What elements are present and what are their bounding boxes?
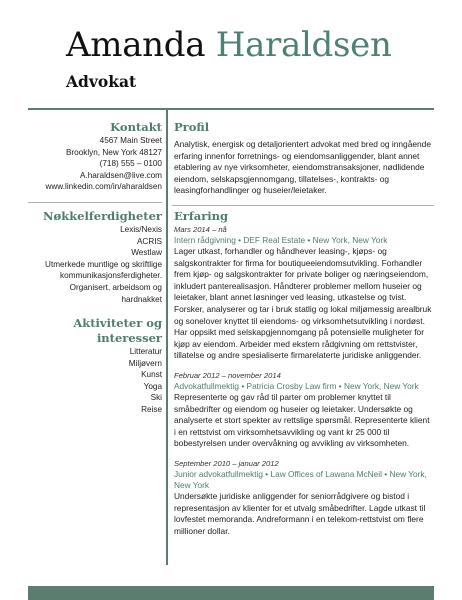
skills-heading: Nøkkelferdigheter: [43, 209, 162, 223]
skill-item: kommunikasjonsferdigheter.: [60, 271, 162, 281]
experience-heading: Erfaring: [174, 209, 229, 223]
skill-item: Lexis/Nexis: [120, 225, 162, 234]
activities-heading-line1: Aktiviteter og: [73, 316, 162, 330]
profile-heading: Profil: [174, 120, 210, 134]
skill-item: Organisert, arbeidsom og: [69, 282, 162, 292]
contact-divider: [28, 202, 162, 203]
activity-item: Kunst: [141, 370, 162, 380]
contact-address: 4567 Main Street: [99, 136, 162, 145]
skill-item: ACRIS: [136, 236, 162, 246]
activities-heading-line2: interesser: [96, 331, 162, 345]
job-entry: [174, 459, 432, 537]
job-date: September 2010 – januar 2012: [174, 458, 279, 468]
first-name: Amanda: [66, 25, 206, 65]
skills-section: [28, 209, 162, 305]
skill-item: Westlaw: [131, 248, 162, 258]
job-date: Mars 2014 – nå: [174, 225, 227, 234]
job-role: Junior advokatfullmektig • Law Offices of Lawana McNeil • New York, New York: [174, 468, 427, 490]
profile-divider: [172, 205, 434, 206]
activity-item: Ski: [150, 393, 162, 403]
contact-phone: (718) 555 – 0100: [99, 159, 162, 169]
top-divider: [28, 108, 434, 110]
job-title: Advokat: [66, 72, 137, 91]
job-entry: [174, 225, 432, 362]
footer-bar: [28, 586, 434, 600]
activity-item: Miljøvern: [128, 358, 162, 368]
job-description: Representerte og gav råd til parter om problemer knyttet til småbedrifter og eiendom og huseier og leietaker. Undersøkte og analyserte et stort spekter av rettslige spørsmål. Representerte klient i en rettstvist om virksomhetsavvikling og vant kr 25 000 til bobestyrelsen under overvåkning og avvikling av virksomheten.: [174, 391, 430, 449]
job-role: Intern rådgivning • DEF Real Estate • New York, New York: [174, 235, 388, 245]
job-role: Advokatfullmektig • Patricia Crosby Law firm • New York, New York: [174, 380, 419, 391]
skill-item: Utmerkede muntlige og skriftlige: [45, 259, 162, 269]
contact-heading: Kontakt: [110, 120, 162, 134]
experience-section: [174, 225, 432, 546]
activity-item: Reise: [141, 404, 162, 414]
job-entry: [174, 371, 432, 450]
profile-text: Analytisk, energisk og detaljorientert advokat med bred og inngående erfaring innenfor forretnings- og eiendomsanliggender, blant annet etablering av nye virksomheter, eiendomstransaksjoner, nødlidende eiendom, selskapsgjennomgang, tillatelses-, kontrakts- og leasingforhandlinger og huseier/leietaker.: [174, 139, 431, 196]
skill-item: hardnakket: [121, 294, 162, 304]
activities-section: [28, 316, 162, 416]
contact-email[interactable]: A.haraldsen@live.com: [79, 170, 162, 180]
job-description: Undersøkte juridiske anliggender for seniorrådgivere og bistod i representasjon av klienter for et utvalg småbedrifter. Lagde utkast til lovfestet memoranda. Andreformann i en telekom-rettstvist om flere millioner dollar.: [174, 490, 426, 536]
job-description: Lager utkast, forhandler og håndhever leasing-, kjøps- og salgskontrakter for firma for boutiqueeiendomsutvikling. Forhandler frem kjøp- og salgskontrakter for private boliger og næringseiendom, inkludert panterealisasjon. Håndterer problemer mellom huseier og leietaker, blant annet løsninger ved leasing, utkastelse og tvist. Forsker, analyserer og tar i bruk statlig og lokal miljømessig arealbruk og sonelover knyttet til eiendoms- og virksomhetsutvikling i nordøst. Har oppsikt med selskapgjennomgang på potensielle muligheter for kjøp av eiendom. Arbeider med ekstern rådgivning om rettstvister, tillatelse og andre spesialiserte firmarelaterte juridiske anliggender.: [174, 246, 432, 361]
contact-city: Brooklyn, New York 48127: [65, 147, 162, 157]
candidate-name: [66, 26, 392, 64]
column-divider: [166, 108, 168, 565]
activity-item: Litteratur: [129, 347, 162, 356]
job-date: Februar 2012 – november 2014: [174, 370, 281, 380]
contact-linkedin[interactable]: www.linkedin.com/in/aharaldsen: [45, 182, 162, 192]
contact-section: [28, 120, 162, 193]
activity-item: Yoga: [143, 381, 162, 391]
profile-section: [174, 139, 432, 197]
last-name: Haraldsen: [215, 25, 392, 65]
